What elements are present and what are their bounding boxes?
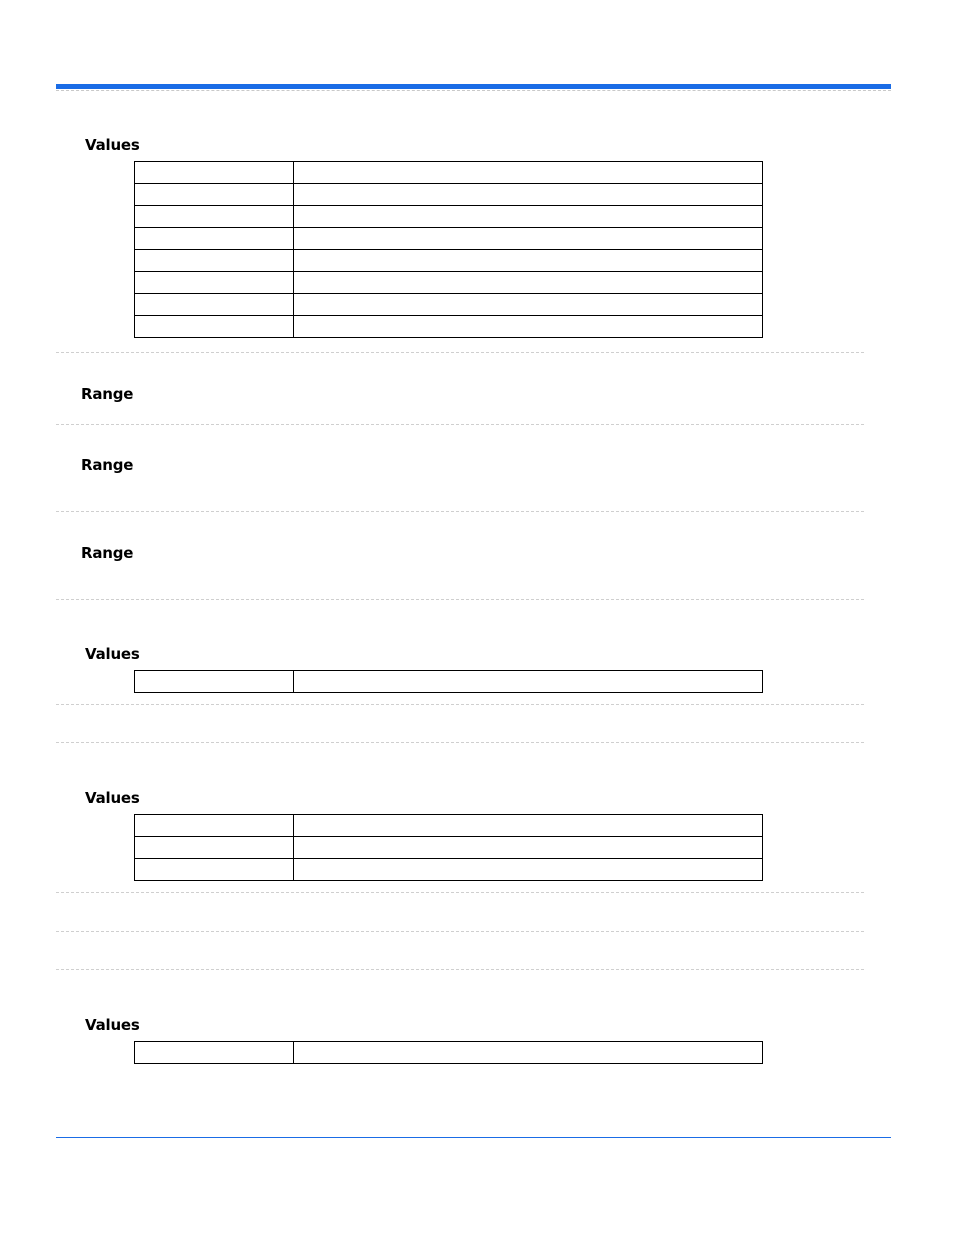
section-divider bbox=[56, 511, 864, 512]
section-divider bbox=[56, 742, 864, 743]
table-row bbox=[135, 859, 763, 881]
header-accent-bar bbox=[56, 84, 891, 89]
section-divider bbox=[56, 704, 864, 705]
values-heading: Values bbox=[85, 789, 140, 807]
section-divider bbox=[56, 599, 864, 600]
table-row bbox=[135, 1042, 763, 1064]
section-divider bbox=[56, 969, 864, 970]
table-row bbox=[135, 837, 763, 859]
section-divider bbox=[56, 352, 864, 353]
values-table bbox=[134, 161, 763, 338]
values-table bbox=[134, 814, 763, 881]
values-heading: Values bbox=[85, 645, 140, 663]
range-heading: Range bbox=[81, 544, 134, 562]
table-row bbox=[135, 294, 763, 316]
table-row bbox=[135, 316, 763, 338]
table-row bbox=[135, 671, 763, 693]
table-row bbox=[135, 250, 763, 272]
section-divider bbox=[56, 892, 864, 893]
table-row bbox=[135, 228, 763, 250]
values-table bbox=[134, 670, 763, 693]
values-table bbox=[134, 1041, 763, 1064]
table-row bbox=[135, 184, 763, 206]
section-divider bbox=[56, 931, 864, 932]
table-row bbox=[135, 272, 763, 294]
table-row bbox=[135, 206, 763, 228]
table-row bbox=[135, 162, 763, 184]
section-divider bbox=[56, 424, 864, 425]
range-heading: Range bbox=[81, 456, 134, 474]
range-heading: Range bbox=[81, 385, 134, 403]
values-heading: Values bbox=[85, 136, 140, 154]
header-divider bbox=[56, 90, 891, 91]
values-heading: Values bbox=[85, 1016, 140, 1034]
table-row bbox=[135, 815, 763, 837]
footer-divider bbox=[56, 1137, 891, 1138]
